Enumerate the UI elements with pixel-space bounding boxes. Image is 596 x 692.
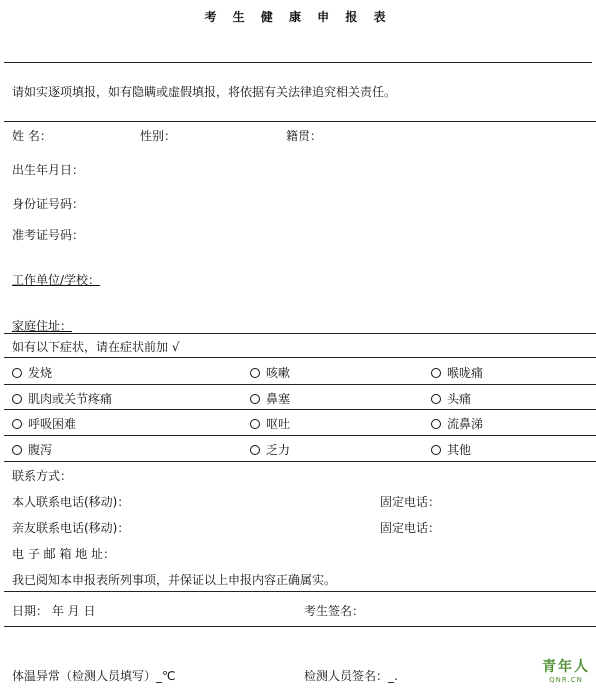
date-label: 日期： 年 月 日 (12, 604, 96, 618)
symptom-option[interactable]: 其他 (431, 441, 471, 458)
divider (4, 333, 596, 334)
checkbox-circle-icon[interactable] (250, 445, 260, 455)
relative-mobile-label: 亲友联系电话(移动)： (12, 521, 130, 535)
watermark-main: 青年人 (542, 659, 590, 675)
checkbox-circle-icon[interactable] (431, 445, 441, 455)
symptom-row (0, 435, 596, 461)
symptom-option[interactable]: 喉咙痛 (431, 364, 483, 381)
address-label: 家庭住址： (12, 319, 73, 333)
divider (4, 591, 596, 592)
symptom-option[interactable]: 乏力 (250, 441, 290, 458)
contact-heading: 联系方式： (12, 469, 73, 483)
relative-landline-label: 固定电话： (380, 521, 441, 535)
gender-label: 性别： (140, 129, 177, 143)
name-label: 姓 名： (12, 129, 52, 143)
divider (4, 626, 596, 627)
inspector-signature-label: 检测人员签名：_. (304, 669, 398, 683)
symptom-option[interactable]: 呼吸困难 (12, 415, 76, 432)
watermark-sub: QNR.CN (549, 676, 583, 684)
watermark-logo (542, 656, 590, 684)
symptom-option[interactable]: 头痛 (431, 390, 471, 407)
symptom-option[interactable]: 发烧 (12, 364, 52, 381)
checkbox-circle-icon[interactable] (431, 419, 441, 429)
work-unit-label: 工作单位/学校： (12, 273, 101, 287)
email-label: 电 子 邮 箱 地 址： (12, 547, 116, 561)
checkbox-circle-icon[interactable] (12, 445, 22, 455)
exam-ticket-label: 准考证号码： (12, 228, 85, 242)
divider (4, 62, 592, 63)
checkbox-circle-icon[interactable] (12, 394, 22, 404)
notice-text: 请如实逐项填报，如有隐瞒或虚假填报，将依据有关法律追究相关责任。 (12, 85, 397, 99)
symptom-row (0, 384, 596, 410)
symptom-option[interactable]: 咳嗽 (250, 364, 290, 381)
divider (4, 461, 596, 462)
temperature-label: 体温异常（检测人员填写）_℃ (12, 669, 176, 683)
symptom-row (0, 409, 596, 435)
symptom-option[interactable]: 鼻塞 (250, 390, 290, 407)
checkbox-circle-icon[interactable] (12, 419, 22, 429)
self-mobile-label: 本人联系电话(移动)： (12, 495, 130, 509)
divider (4, 121, 596, 122)
symptom-option[interactable]: 呕吐 (250, 415, 290, 432)
checkbox-circle-icon[interactable] (12, 368, 22, 378)
symptom-option[interactable]: 腹泻 (12, 441, 52, 458)
checkbox-circle-icon[interactable] (431, 368, 441, 378)
page-title: 考 生 健 康 申 报 表 (204, 10, 392, 24)
origin-label: 籍贯： (286, 129, 323, 143)
candidate-signature-label: 考生签名： (304, 604, 365, 618)
checkbox-circle-icon[interactable] (431, 394, 441, 404)
checkbox-circle-icon[interactable] (250, 394, 260, 404)
symptom-prompt: 如有以下症状，请在症状前加 √ (12, 340, 180, 354)
id-number-label: 身份证号码： (12, 197, 85, 211)
symptom-option[interactable]: 肌肉或关节疼痛 (12, 390, 112, 407)
birth-label: 出生年月日： (12, 163, 85, 177)
checkbox-circle-icon[interactable] (250, 368, 260, 378)
symptom-option[interactable]: 流鼻涕 (431, 415, 483, 432)
declaration-text: 我已阅知本申报表所列事项，并保证以上申报内容正确属实。 (12, 573, 337, 587)
checkbox-circle-icon[interactable] (250, 419, 260, 429)
self-landline-label: 固定电话： (380, 495, 441, 509)
symptom-row (0, 358, 596, 384)
